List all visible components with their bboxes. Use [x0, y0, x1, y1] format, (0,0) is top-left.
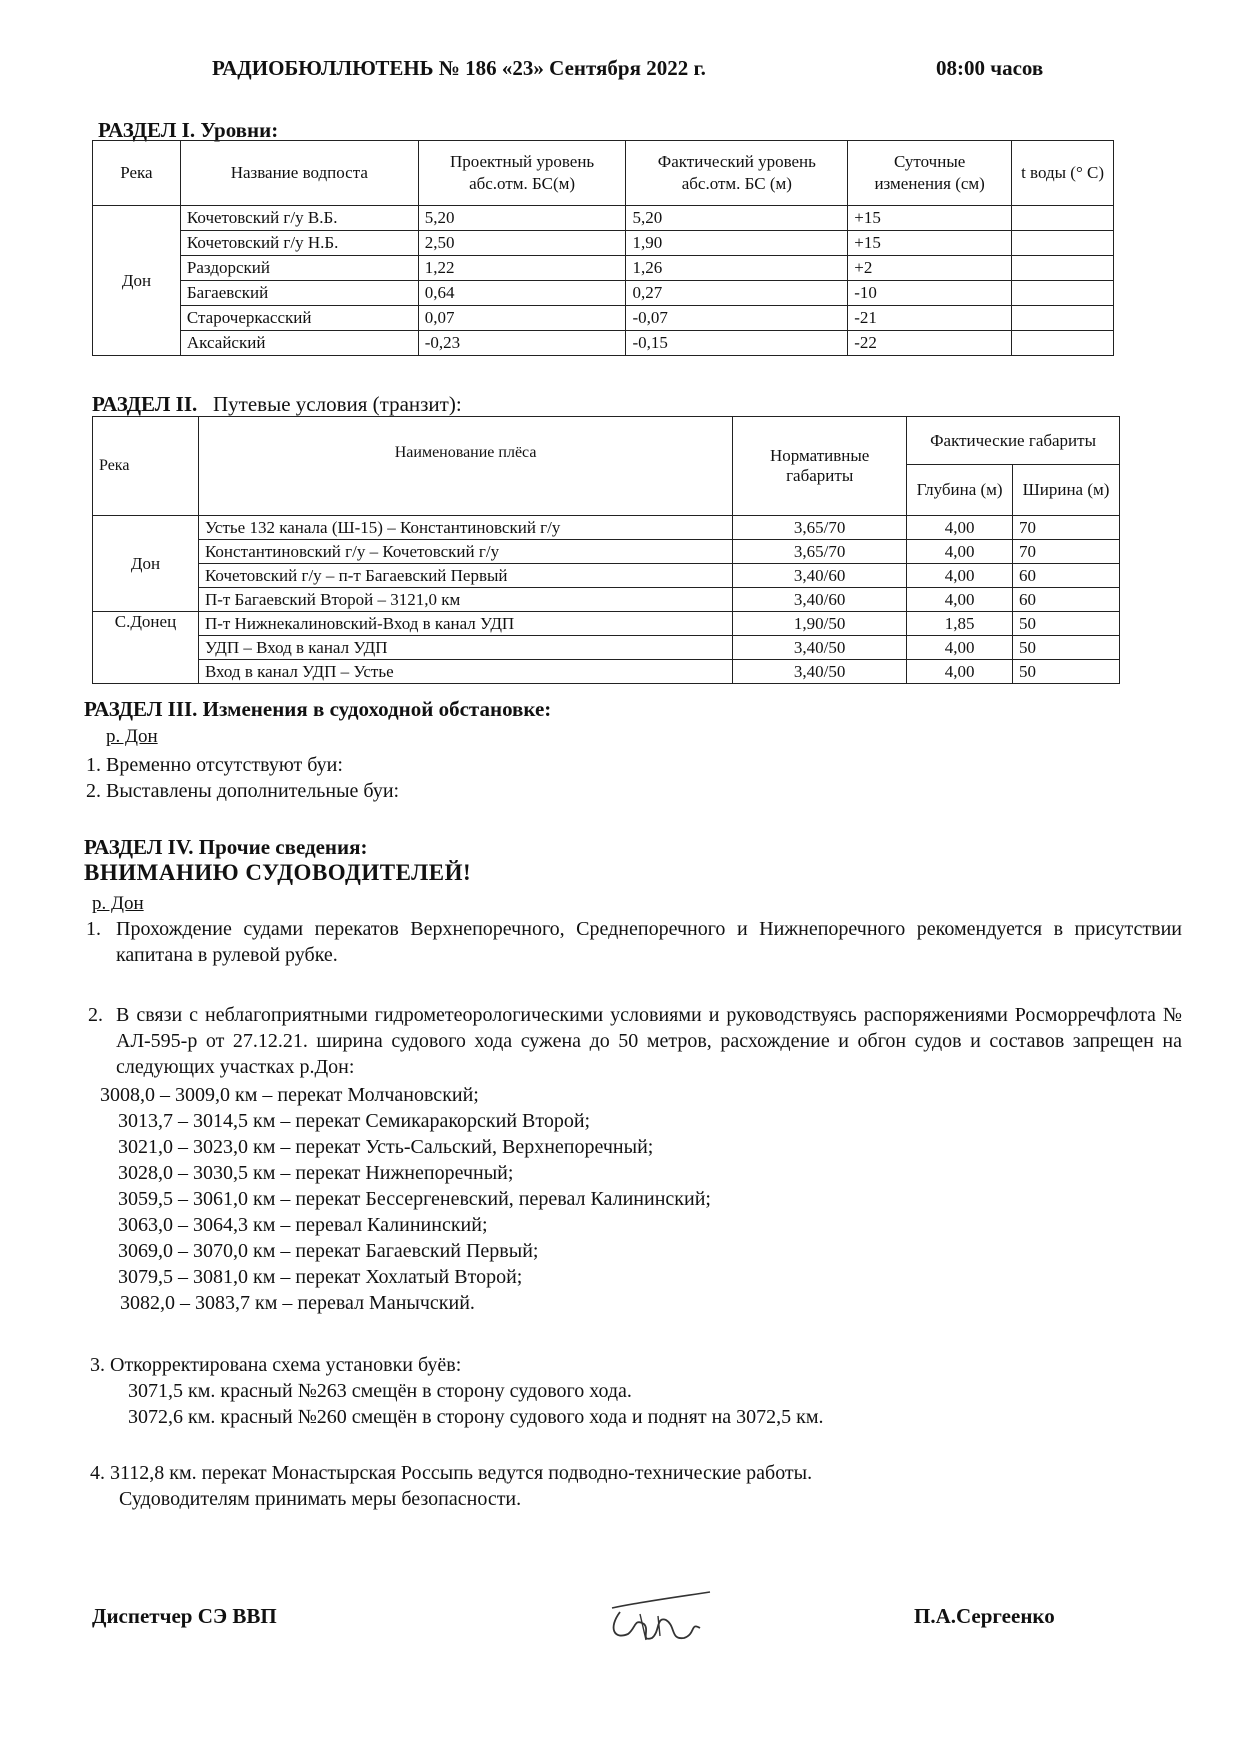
- section1-title: РАЗДЕЛ I. Уровни:: [98, 118, 279, 142]
- transit-depth-cell: 4,00: [907, 588, 1013, 612]
- transit-depth-cell: 4,00: [907, 564, 1013, 588]
- notice-3-heading: 3. Откорректирована схема установки буёв:: [90, 1354, 462, 1376]
- transit-col-norm: Нормативные габариты: [733, 417, 907, 516]
- notice-2: [86, 1002, 1182, 1080]
- transit-river-cell: Дон: [93, 516, 199, 612]
- levels-post-cell: Раздорский: [180, 256, 418, 281]
- notice-4-line: Судоводителям принимать меры безопасности.: [119, 1488, 522, 1510]
- notice-1-text: Прохождение судами перекатов Верхнепоречного, Среднепоречного и Нижнепоречного рекомендуется в присутствии капитана в рулевой рубке.: [116, 918, 1182, 966]
- notice-3-line-2: 3072,6 км. красный №260 смещён в сторону судового хода и поднят на 3072,5 км.: [128, 1406, 824, 1428]
- levels-temp-cell: [1012, 281, 1114, 306]
- levels-row: [93, 206, 1114, 231]
- transit-norm-cell: 1,90/50: [733, 612, 907, 636]
- notice-2-text: В связи с неблагоприятными гидрометеорологическими условиями и руководствуясь распоряжениями Росморречфлота № АЛ-595-р от 27.12.21. ширина судового хода сужена до 50 метров, расхождение и обгон судов и составов запрещен на следующих участках р.Дон:: [116, 1004, 1182, 1078]
- section2-title: [92, 392, 462, 417]
- bulletin-title: РАДИОБЮЛЛЮТЕНЬ № 186 «23» Сентября 2022 г.: [212, 56, 706, 80]
- levels-project-cell: 5,20: [418, 206, 626, 231]
- transit-col-actual: Фактические габариты: [907, 417, 1120, 465]
- attention-heading: ВНИМАНИЮ СУДОВОДИТЕЛЕЙ!: [84, 860, 472, 885]
- levels-post-cell: Кочетовский г/у В.Б.: [180, 206, 418, 231]
- levels-project-cell: -0,23: [418, 331, 626, 356]
- levels-temp-cell: [1012, 206, 1114, 231]
- col-project-level: Проектный уровень абс.отм. БС(м): [418, 141, 626, 206]
- levels-row: [93, 331, 1114, 356]
- levels-temp-cell: [1012, 331, 1114, 356]
- restricted-section-item: 3059,5 – 3061,0 км – перекат Бессергеневский, перевал Калининский;: [118, 1188, 711, 1210]
- levels-actual-cell: 0,27: [626, 281, 848, 306]
- notice-1-number: 1.: [86, 918, 101, 940]
- transit-name-cell: Вход в канал УДП – Устье: [198, 660, 732, 684]
- transit-name-cell: П-т Багаевский Второй – 3121,0 км: [198, 588, 732, 612]
- levels-project-cell: 1,22: [418, 256, 626, 281]
- section3-item-missing-buoys: 1. Временно отсутствуют буи:: [86, 754, 343, 776]
- levels-post-cell: Багаевский: [180, 281, 418, 306]
- notice-2-number: 2.: [88, 1004, 103, 1026]
- col-post: Название водпоста: [180, 141, 418, 206]
- levels-actual-cell: 1,90: [626, 231, 848, 256]
- transit-width-cell: 50: [1013, 636, 1120, 660]
- transit-row: [93, 516, 1120, 540]
- transit-width-cell: 70: [1013, 516, 1120, 540]
- col-actual-level: Фактический уровень абс.отм. БС (м): [626, 141, 848, 206]
- transit-col-depth: Глубина (м): [907, 465, 1013, 516]
- restricted-section-item: 3069,0 – 3070,0 км – перекат Багаевский Первый;: [118, 1240, 539, 1262]
- transit-depth-cell: 4,00: [907, 516, 1013, 540]
- transit-table: [92, 416, 1120, 684]
- section4-river: р. Дон: [92, 893, 144, 914]
- transit-col-river: Река: [93, 417, 199, 516]
- transit-width-cell: 60: [1013, 564, 1120, 588]
- bulletin-time: 08:00 часов: [936, 56, 1044, 80]
- restricted-section-item: 3021,0 – 3023,0 км – перекат Усть-Сальский, Верхнепоречный;: [118, 1136, 654, 1158]
- transit-name-cell: П-т Нижнекалиновский-Вход в канал УДП: [198, 612, 732, 636]
- levels-row: [93, 306, 1114, 331]
- levels-change-cell: +15: [848, 206, 1012, 231]
- levels-row: [93, 281, 1114, 306]
- levels-actual-cell: 1,26: [626, 256, 848, 281]
- section3-title: РАЗДЕЛ III. Изменения в судоходной обстановке:: [84, 697, 552, 721]
- transit-col-width: Ширина (м): [1013, 465, 1120, 516]
- transit-norm-cell: 3,65/70: [733, 540, 907, 564]
- levels-river-cell: Дон: [93, 206, 181, 356]
- transit-width-cell: 50: [1013, 612, 1120, 636]
- col-river: Река: [93, 141, 181, 206]
- section2-title-bold: РАЗДЕЛ II.: [92, 392, 198, 416]
- transit-width-cell: 70: [1013, 540, 1120, 564]
- restricted-section-item: 3079,5 – 3081,0 км – перекат Хохлатый Второй;: [118, 1266, 523, 1288]
- levels-post-cell: Старочеркасский: [180, 306, 418, 331]
- transit-norm-cell: 3,40/60: [733, 588, 907, 612]
- levels-change-cell: +15: [848, 231, 1012, 256]
- section3-item-extra-buoys: 2. Выставлены дополнительные буи:: [86, 780, 400, 802]
- transit-norm-cell: 3,40/60: [733, 564, 907, 588]
- levels-temp-cell: [1012, 256, 1114, 281]
- levels-post-cell: Кочетовский г/у Н.Б.: [180, 231, 418, 256]
- levels-header-row: [93, 141, 1114, 206]
- notice-1: [86, 916, 1182, 968]
- transit-width-cell: 60: [1013, 588, 1120, 612]
- transit-name-cell: Устье 132 канала (Ш-15) – Константиновский г/у: [198, 516, 732, 540]
- transit-depth-cell: 4,00: [907, 540, 1013, 564]
- levels-row: [93, 256, 1114, 281]
- dispatcher-position: Диспетчер СЭ ВВП: [92, 1604, 277, 1628]
- restricted-section-item: 3082,0 – 3083,7 км – перевал Манычский.: [120, 1292, 475, 1314]
- transit-row: [93, 588, 1120, 612]
- col-daily-change: Суточные изменения (см): [848, 141, 1012, 206]
- transit-norm-cell: 3,40/50: [733, 660, 907, 684]
- signature-icon: [600, 1578, 720, 1648]
- levels-project-cell: 2,50: [418, 231, 626, 256]
- transit-depth-cell: 4,00: [907, 660, 1013, 684]
- section4-title: РАЗДЕЛ IV. Прочие сведения:: [84, 835, 368, 859]
- transit-col-name: Наименование плёса: [198, 417, 732, 516]
- col-water-temp: t воды (° С): [1012, 141, 1114, 206]
- levels-change-cell: -22: [848, 331, 1012, 356]
- restricted-section-item: 3063,0 – 3064,3 км – перевал Калининский;: [118, 1214, 488, 1236]
- notice-4-heading: 4. 3112,8 км. перекат Монастырская Россыпь ведутся подводно-технические работы.: [90, 1462, 813, 1484]
- transit-name-cell: Кочетовский г/у – п-т Багаевский Первый: [198, 564, 732, 588]
- levels-actual-cell: -0,15: [626, 331, 848, 356]
- transit-header-row-1: [93, 417, 1120, 465]
- levels-change-cell: -21: [848, 306, 1012, 331]
- levels-project-cell: 0,07: [418, 306, 626, 331]
- levels-project-cell: 0,64: [418, 281, 626, 306]
- section3-river: р. Дон: [106, 726, 158, 747]
- levels-table: [92, 140, 1114, 356]
- transit-river-cell: С.Донец: [93, 612, 199, 684]
- restricted-section-item: 3028,0 – 3030,5 км – перекат Нижнепоречный;: [118, 1162, 514, 1184]
- levels-actual-cell: -0,07: [626, 306, 848, 331]
- levels-change-cell: +2: [848, 256, 1012, 281]
- levels-row: [93, 231, 1114, 256]
- transit-width-cell: 50: [1013, 660, 1120, 684]
- transit-name-cell: Константиновский г/у – Кочетовский г/у: [198, 540, 732, 564]
- transit-row: [93, 564, 1120, 588]
- levels-change-cell: -10: [848, 281, 1012, 306]
- section2-title-rest: Путевые условия (транзит):: [213, 392, 462, 416]
- transit-norm-cell: 3,65/70: [733, 516, 907, 540]
- transit-depth-cell: 1,85: [907, 612, 1013, 636]
- transit-row: [93, 636, 1120, 660]
- transit-name-cell: УДП – Вход в канал УДП: [198, 636, 732, 660]
- transit-row: [93, 612, 1120, 636]
- transit-depth-cell: 4,00: [907, 636, 1013, 660]
- levels-actual-cell: 5,20: [626, 206, 848, 231]
- levels-post-cell: Аксайский: [180, 331, 418, 356]
- restricted-section-item: 3013,7 – 3014,5 км – перекат Семикаракорский Второй;: [118, 1110, 591, 1132]
- transit-row: [93, 540, 1120, 564]
- restricted-section-item: 3008,0 – 3009,0 км – перекат Молчановский;: [100, 1084, 479, 1106]
- transit-norm-cell: 3,40/50: [733, 636, 907, 660]
- notice-3-line-1: 3071,5 км. красный №263 смещён в сторону судового хода.: [128, 1380, 632, 1402]
- dispatcher-name: П.А.Сергеенко: [914, 1604, 1055, 1628]
- levels-temp-cell: [1012, 231, 1114, 256]
- transit-row: [93, 660, 1120, 684]
- levels-temp-cell: [1012, 306, 1114, 331]
